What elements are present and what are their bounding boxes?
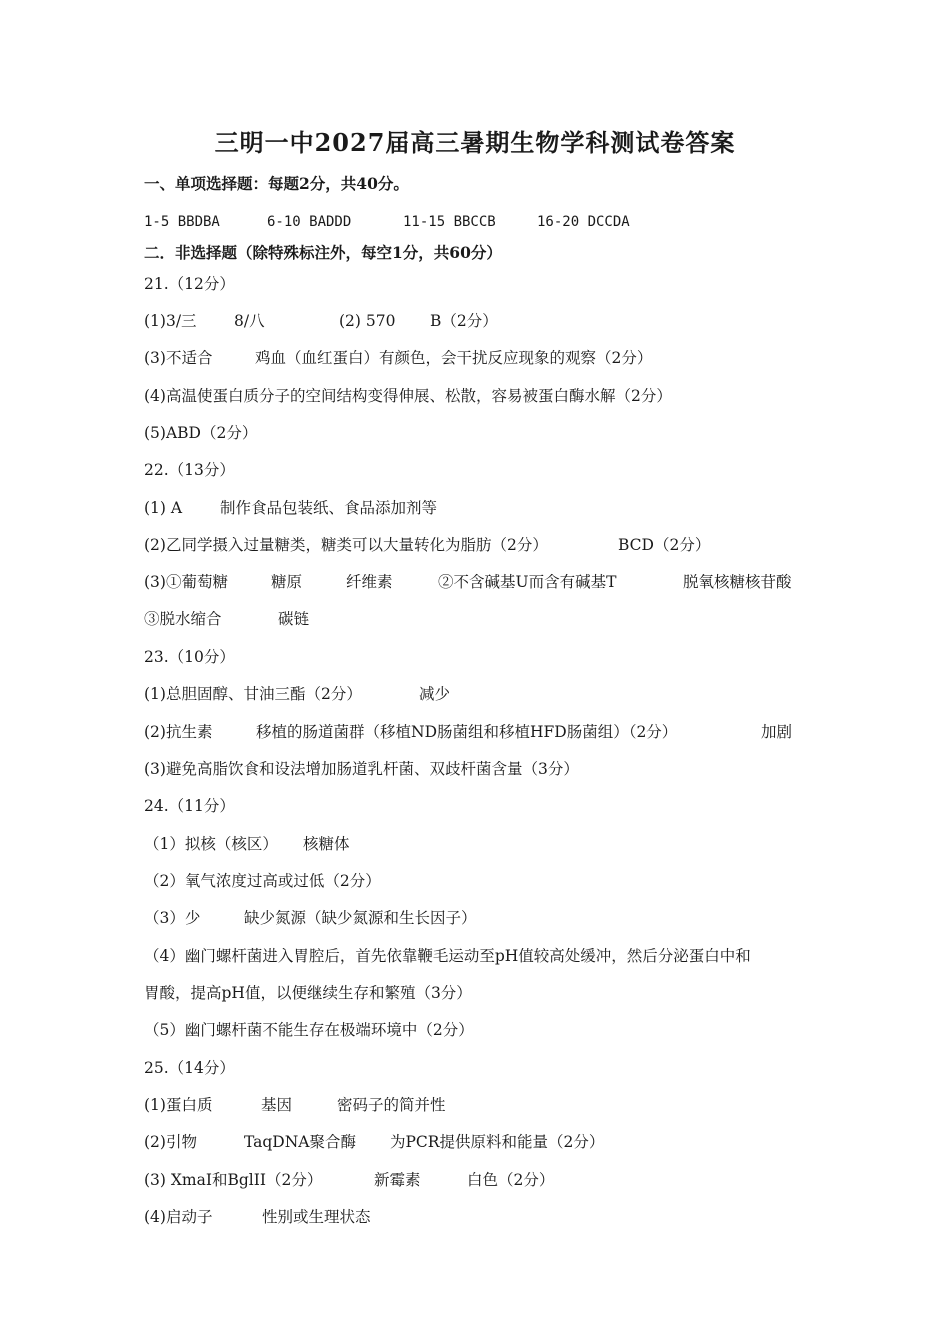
answer-blank: 加剧 xyxy=(761,723,793,741)
q25-line xyxy=(144,1132,604,1152)
answer-blank: 制作食品包装纸、食品添加剂等 xyxy=(220,499,438,517)
answer-blank: BCD（2分） xyxy=(618,536,711,554)
q21-line: (4)高温使蛋白质分子的空间结构变得伸展、松散，容易被蛋白酶水解（2分） xyxy=(144,387,672,405)
q24-line: （4）幽门螺杆菌进入胃腔后，首先依靠鞭毛运动至pH值较高处缓冲，然后分泌蛋白中和 xyxy=(144,947,751,965)
mc-answer-group: 6-10 BADDD xyxy=(267,214,352,230)
answer-blank: (1)3/三 xyxy=(144,312,197,330)
q22-line xyxy=(144,609,309,629)
q21-line xyxy=(144,311,498,331)
answer-blank: B（2分） xyxy=(430,312,498,330)
answer-blank: 基因 xyxy=(261,1096,293,1114)
answer-blank: 8/八 xyxy=(234,312,265,330)
q23-line xyxy=(144,722,792,742)
page-title: 三明一中2027届高三暑期生物学科测试卷答案 xyxy=(214,128,736,157)
q22-line xyxy=(144,572,792,592)
section1-heading: 一、单项选择题：每题2分，共40分。 xyxy=(144,174,409,193)
q25-header: 25.（14分） xyxy=(144,1059,235,1077)
answer-blank: (1)蛋白质 xyxy=(144,1096,213,1114)
answer-blank: (2) 570 xyxy=(339,312,396,330)
answer-blank: 密码子的简并性 xyxy=(337,1096,446,1114)
answer-blank: (4)启动子 xyxy=(144,1208,213,1226)
q25-line xyxy=(144,1207,371,1227)
answer-blank: (1)总胆固醇、甘油三酯（2分） xyxy=(144,685,362,703)
answer-blank: (2)抗生素 xyxy=(144,723,213,741)
answer-blank: 减少 xyxy=(419,685,451,703)
q23-line: (3)避免高脂饮食和设法增加肠道乳杆菌、双歧杆菌含量（3分） xyxy=(144,760,579,778)
answer-blank: （3）少 xyxy=(144,909,201,927)
answer-blank: 为PCR提供原料和能量（2分） xyxy=(390,1133,605,1151)
q22-line xyxy=(144,498,437,518)
q21-line: (5)ABD（2分） xyxy=(144,424,258,442)
q22-line xyxy=(144,535,710,555)
q21-header: 21.（12分） xyxy=(144,275,235,293)
mc-answer-group: 11-15 BBCCB xyxy=(403,214,496,230)
q24-line: （2）氧气浓度过高或过低（2分） xyxy=(144,872,381,890)
answer-blank: 糖原 xyxy=(271,573,303,591)
answer-blank: 缺少氮源（缺少氮源和生长因子） xyxy=(244,909,477,927)
mc-answers-row xyxy=(144,212,630,232)
answer-blank: (3) XmaI和BglII（2分） xyxy=(144,1171,323,1189)
q24-line xyxy=(144,908,477,928)
answer-blank: (1) A xyxy=(144,499,183,517)
answer-blank: (2)引物 xyxy=(144,1133,197,1151)
q23-header: 23.（10分） xyxy=(144,648,235,666)
answer-blank: 脱氧核糖核苷酸 xyxy=(683,573,792,591)
answer-blank: 移植的肠道菌群（移植ND肠菌组和移植HFD肠菌组）（2分） xyxy=(256,723,678,741)
mc-answer-group: 16-20 DCCDA xyxy=(537,214,630,230)
answer-blank: TaqDNA聚合酶 xyxy=(244,1133,356,1151)
answer-blank: ③脱水缩合 xyxy=(144,610,222,628)
q23-line xyxy=(144,684,450,704)
answer-blank: (3)不适合 xyxy=(144,349,213,367)
answer-blank: 白色（2分） xyxy=(467,1171,555,1189)
answer-blank: 纤维素 xyxy=(346,573,393,591)
q24-line xyxy=(144,834,350,854)
answer-blank: 新霉素 xyxy=(374,1171,421,1189)
answer-blank: (3)①葡萄糖 xyxy=(144,573,228,591)
q25-line xyxy=(144,1170,554,1190)
mc-answer-group: 1-5 BBDBA xyxy=(144,214,220,230)
answer-blank: 鸡血（血红蛋白）有颜色，会干扰反应现象的观察（2分） xyxy=(255,349,653,367)
q24-line: 胃酸，提高pH值，以便继续生存和繁殖（3分） xyxy=(144,984,472,1002)
answer-blank: (2)乙同学摄入过量糖类，糖类可以大量转化为脂肪（2分） xyxy=(144,536,548,554)
answer-blank: 碳链 xyxy=(278,610,310,628)
q25-line xyxy=(144,1095,446,1115)
section2-heading: 二．非选择题（除特殊标注外，每空1分，共60分） xyxy=(144,243,502,262)
answer-blank: 性别或生理状态 xyxy=(262,1208,371,1226)
q22-header: 22.（13分） xyxy=(144,461,235,479)
answer-blank: 核糖体 xyxy=(303,835,350,853)
answer-blank: （1）拟核（核区） xyxy=(144,835,278,853)
answer-blank: ②不含碱基U而含有碱基T xyxy=(438,573,617,591)
q24-header: 24.（11分） xyxy=(144,797,235,815)
q24-line: （5）幽门螺杆菌不能生存在极端环境中（2分） xyxy=(144,1021,474,1039)
q21-line xyxy=(144,348,652,368)
